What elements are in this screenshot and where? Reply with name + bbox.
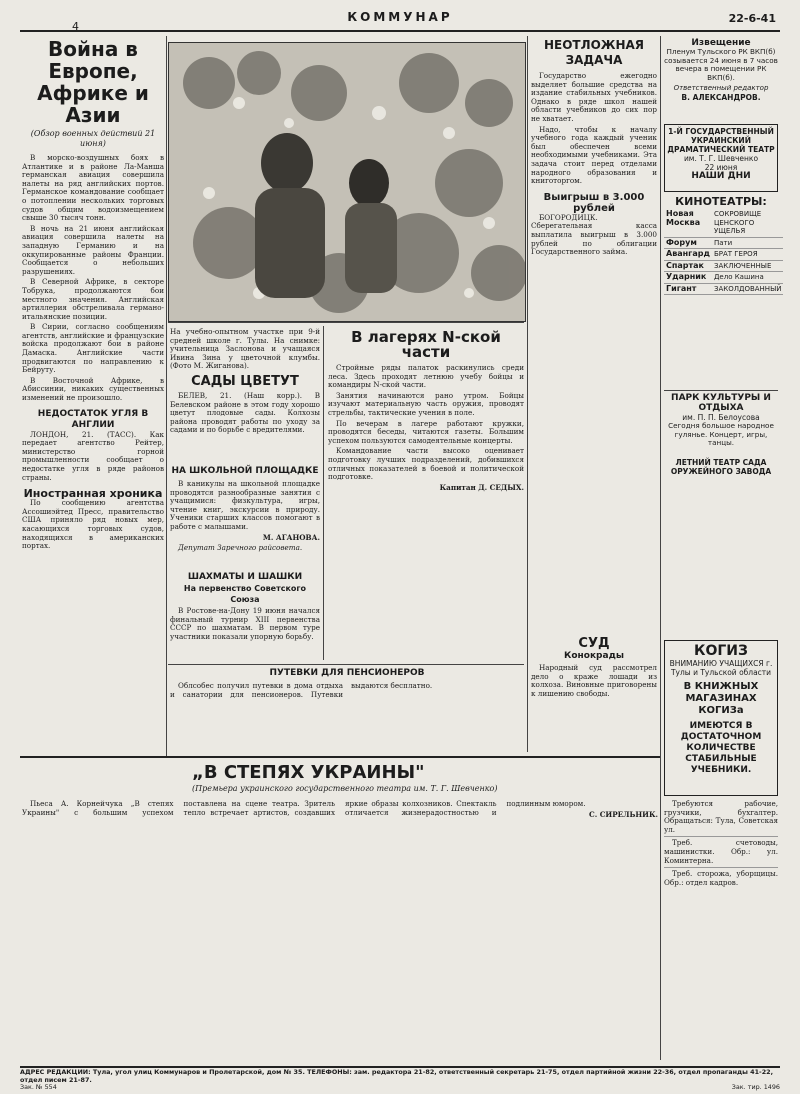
editor-label: Ответственный редактор <box>673 84 769 93</box>
court-article <box>531 636 657 752</box>
garden-photo <box>168 42 526 322</box>
cinema-film: БРАТ ГЕРОЯ <box>712 249 784 261</box>
kogiz-text: ВНИМАНИЮ УЧАЩИХСЯ г. Тулы и Тульской области <box>669 659 773 677</box>
foreign-chronicle-heading: Иностранная хроника <box>23 487 163 501</box>
gardens-article <box>170 374 320 460</box>
cinema-name: Новая Москва <box>664 209 712 237</box>
job-ad: Требуются рабочие, грузчики, бухгалтер. Обращаться: Тула, Советская ул. <box>664 800 778 837</box>
cinema-row <box>664 209 783 237</box>
theatre-play: НАШИ ДНИ <box>691 171 751 181</box>
park-box <box>664 390 778 563</box>
court-subtitle: Конокрады <box>564 651 624 661</box>
kogiz-box <box>664 640 778 796</box>
park-title: ПАРК КУЛЬТУРЫ И ОТДЫХА <box>671 393 771 413</box>
ukraine-body <box>22 800 658 1050</box>
chess-subtitle: На первенство Советского Союза <box>183 584 307 604</box>
cinema-film: Дело Кашина <box>712 272 784 284</box>
coal-heading: НЕДОСТАТОК УГЛЯ В АНГЛИИ <box>37 408 149 430</box>
war-paragraph: В ночь на 21 июня английская авиация совершила налеты на западную Германию и на оккупированные районы Франции. Сообщается о небольших разрушениях. <box>22 223 164 276</box>
cinemas-title: КИНОТЕАТРЫ: <box>675 195 767 208</box>
cinema-film: ЗАКЛЮЧЕННЫЕ <box>712 260 784 272</box>
order-number: Зак. № 554 <box>20 1083 57 1091</box>
chess-title: ШАХМАТЫ И ШАШКИ <box>187 572 303 582</box>
ukraine-subtitle: (Премьера украинского государственного театра им. Т. Г. Шевченко) <box>192 784 498 793</box>
park-body <box>664 422 778 450</box>
camp-paragraph: Стройные ряды палаток раскинулись среди леса. Здесь проходят летнюю учебу бойцы и командиры N-ской части. <box>328 364 524 390</box>
coal-text: ЛОНДОН, 21. (ТАСС). Как передает агентство Рейтер, министерство горной промышленности сообщает о недостатке угля в ряде районов страны. <box>22 429 164 482</box>
urgent-title: НЕОТЛОЖНАЯ ЗАДАЧА <box>543 38 645 67</box>
trips-article <box>170 668 524 752</box>
war-paragraph: В морско-воздушных боях в Атлантике и в районе Ла-Манша германская авиация совершила налеты на ряд английских портов. Германское командование сообщает о потоплении нескольких торговых судов общим водоизмещением свыше 30 тысяч тонн. <box>22 154 164 223</box>
camp-signature: Капитан Д. СЕДЫХ. <box>439 482 524 492</box>
school-signature-note: Депутат Заречного райсовета. <box>178 543 303 553</box>
photo-caption-text: На учебно-опытном участке при 9-й средней школе г. Тулы. На снимке: учительница Заслонова и учащаяся Ивина Зина у цветочной клумбы. (Фото М. Жиганова). <box>170 328 320 370</box>
park-text: Сегодня большое народное гулянье. Концерт, игры, танцы. <box>668 422 774 448</box>
camp-paragraph: По вечерам в лагере работают кружки, проводятся беседы, читаются газеты. Большим успехом пользуются самодеятельные концерты. <box>328 418 524 445</box>
war-article <box>22 38 164 758</box>
school-body <box>170 480 320 555</box>
urgent-article <box>531 38 657 338</box>
job-ad: Треб. счетоводы, машинистки. Обр.: ул. Коминтерна. <box>664 839 778 868</box>
camp-title: В лагерях N-ской части <box>351 328 501 361</box>
war-subtitle: (Обзор военных действий 21 июня) <box>30 129 156 148</box>
gardens-body <box>170 392 320 437</box>
gardens-text: БЕЛЕВ, 21. (Наш корр.). В Белевском районе в этом году хорошо цветут плодовые сады. Колхозы района проводят работы по уходу за садами и по борьбе с вредителями. <box>170 392 320 435</box>
jobs-box <box>664 800 778 1056</box>
notice-body <box>664 48 778 84</box>
section-rule <box>20 756 660 758</box>
theatre-subname: им. Т. Г. Шевченко <box>683 154 759 163</box>
cinemas-table <box>664 209 783 295</box>
ukraine-article <box>22 762 658 1062</box>
chess-article <box>170 572 320 658</box>
notice-text: Пленум Тульского РК ВКП(б) созывается 24 июня в 7 часов вечера в помещении РК ВКП(б). <box>664 48 778 82</box>
camp-article <box>328 330 524 662</box>
theatre-date: 22 июня <box>704 163 738 172</box>
issue-date: 22-6-41 <box>728 12 776 25</box>
war-body <box>22 154 164 553</box>
kogiz-sub: В КНИЖНЫХ МАГАЗИНАХ КОГИЗа <box>683 681 759 716</box>
notice-box <box>664 38 778 120</box>
urgent-body <box>531 72 657 259</box>
ukraine-signature: С. СИРЕЛЬНИК. <box>588 809 658 819</box>
cinema-film: СОКРОВИЩЕ ЦЕНСКОГО УЩЕЛЬЯ <box>712 209 784 237</box>
photo-image <box>169 43 525 321</box>
section-rule <box>168 664 524 665</box>
cinema-film: ЗАКОЛДОВАННЫЙ <box>713 284 782 293</box>
chess-body <box>170 607 320 643</box>
page-footer <box>20 1066 780 1092</box>
school-text: В каникулы на школьной площадке проводятся разнообразные занятия с учащимися: физкультура, игры, чтение книг, экскурсии в природу. Ученики старших классов помогают в работе с малышами. <box>170 480 320 531</box>
trips-title: ПУТЕВКИ ДЛЯ ПЕНСИОНЕРОВ <box>269 668 425 678</box>
court-title: СУД <box>578 636 610 651</box>
editorial-address: АДРЕС РЕДАКЦИИ: Тула, угол улиц Коммунаров и Пролетарской, дом № 35. ТЕЛЕФОНЫ: зам. редактора 21-82, ответственный секретарь 21-75, отдел партийной жизни 22-36, отдел пропаганды 41-22, отдел писем 21-87. <box>20 1068 774 1084</box>
photo-caption <box>170 328 320 370</box>
notice-title: Извещение <box>691 38 751 48</box>
war-title: Война в Европе, Африке и Азии <box>37 37 149 127</box>
camp-paragraph: Командование части высоко оценивает подготовку лучших подразделений, добившихся отличных показателей в боевой и политической подготовке. <box>328 446 524 482</box>
photo-rule <box>168 322 524 323</box>
ukraine-title: „В СТЕПЯХ УКРАИНЫ" <box>192 762 425 783</box>
cinema-row <box>664 249 783 261</box>
war-paragraph: В Северной Африке, в секторе Тобрука, продолжаются бои местного значения. Английская артиллерия обстреливала германо-итальянские позиции. <box>22 277 164 321</box>
lottery-text: БОГОРОДИЦК. Сберегательная касса выплатила выигрыш в 3.000 рублей по облигации Государственного займа. <box>531 212 657 257</box>
cinema-name: Форум <box>664 237 712 249</box>
foreign-chronicle-text: По сообщению агентства Ассошиэйтед Пресс, правительство США приняло ряд новых мер, касающихся торговых судов, находящихся в американских портах. <box>22 498 164 551</box>
lottery-heading: Выигрыш в 3.000 рублей <box>543 191 645 214</box>
cinema-row <box>664 260 783 272</box>
camp-body <box>328 364 524 494</box>
camp-paragraph: Занятия начинаются рано утром. Бойцы изучают материальную часть оружия, проводят стрельбы, тактические учения в поле. <box>328 390 524 417</box>
urgent-paragraph: Государство ежегодно выделяет большие средства на издание стабильных учебников. Однако в ряде школ нашей области учебников до сих пор не хватает. <box>531 72 657 123</box>
trips-text: Облсобес получил путевки в дома отдыха и санатории для пенсионеров. Путевки выдаются бесплатно. <box>170 682 433 699</box>
cinema-film: Пати <box>712 237 784 249</box>
column-rule <box>166 36 167 756</box>
chess-text: В Ростове-на-Дону 19 июня начался финальный турнир XIII первенства СССР по шахматам. В первом туре участники показали упорную борьбу. <box>170 607 320 641</box>
park-name: им. П. П. Белоусова <box>682 413 760 422</box>
masthead: КОММУНАР <box>347 10 453 24</box>
summer-theatre: ЛЕТНИЙ ТЕАТР САДА ОРУЖЕЙНОГО ЗАВОДА <box>670 457 772 476</box>
trips-body <box>170 682 524 699</box>
cinema-row <box>664 283 783 295</box>
theatre-box <box>664 124 778 192</box>
cinemas-box <box>664 194 782 350</box>
job-ad: Треб. сторожа, уборщицы. Обр.: отдел кадров. <box>664 869 778 887</box>
cinema-name: Спартак <box>664 260 712 272</box>
editor-name: В. АЛЕКСАНДРОВ. <box>681 93 761 103</box>
school-signature: М. АГАНОВА. <box>262 532 320 542</box>
court-text: Народный суд рассмотрел дело о краже лошади из колхоза. Виновные приговорены к лишению свободы. <box>531 664 657 698</box>
theatre-name: 1-Й ГОСУДАРСТВЕННЫЙ УКРАИНСКИЙ ДРАМАТИЧЕСКИЙ ТЕАТР <box>667 127 775 154</box>
cinema-name: Гигант <box>664 283 712 295</box>
circulation: Зак. тир. 1496 <box>731 1083 780 1091</box>
kogiz-sub2: ИМЕЮТСЯ В ДОСТАТОЧНОМ КОЛИЧЕСТВЕ СТАБИЛЬНЫЕ УЧЕБНИКИ. <box>680 721 762 775</box>
kogiz-title: КОГИЗ <box>694 643 748 659</box>
cinema-name: Ударник <box>664 272 712 284</box>
war-paragraph: В Сирии, согласно сообщениям агентств, английские и французские войска продолжают бои в районе Дамаска. Английские части продвигаются по направлению к Бейруту. <box>22 322 164 375</box>
cinema-name: Авангард <box>666 249 710 258</box>
war-paragraph: В Восточной Африке, в Абиссинии, никаких существенных изменений не произошло. <box>22 375 164 403</box>
court-body <box>531 664 657 700</box>
cinema-row <box>664 237 783 249</box>
column-rule <box>323 326 324 660</box>
school-title: НА ШКОЛЬНОЙ ПЛОЩАДКЕ <box>171 466 319 476</box>
school-article <box>170 466 320 566</box>
page-number: 4 <box>72 20 79 33</box>
gardens-title: САДЫ ЦВЕТУТ <box>191 374 299 389</box>
column-rule <box>660 36 661 1060</box>
column-rule <box>527 36 528 752</box>
urgent-paragraph: Надо, чтобы к началу учебного года каждый ученик был обеспечен всеми необходимыми учебниками. Эта задача стоит перед отделами народного образования и книготоргом. <box>531 124 657 186</box>
ukraine-text: Пьеса А. Корнейчука „В степях Украины" с большим успехом поставлена на сцене театра. Зритель тепло встречает артистов, создавших яркие образы колхозников. Спектакль отличается жизнерадостностью и подлинным юмором. <box>22 800 586 817</box>
page-header <box>20 6 780 32</box>
cinema-row <box>664 272 783 284</box>
